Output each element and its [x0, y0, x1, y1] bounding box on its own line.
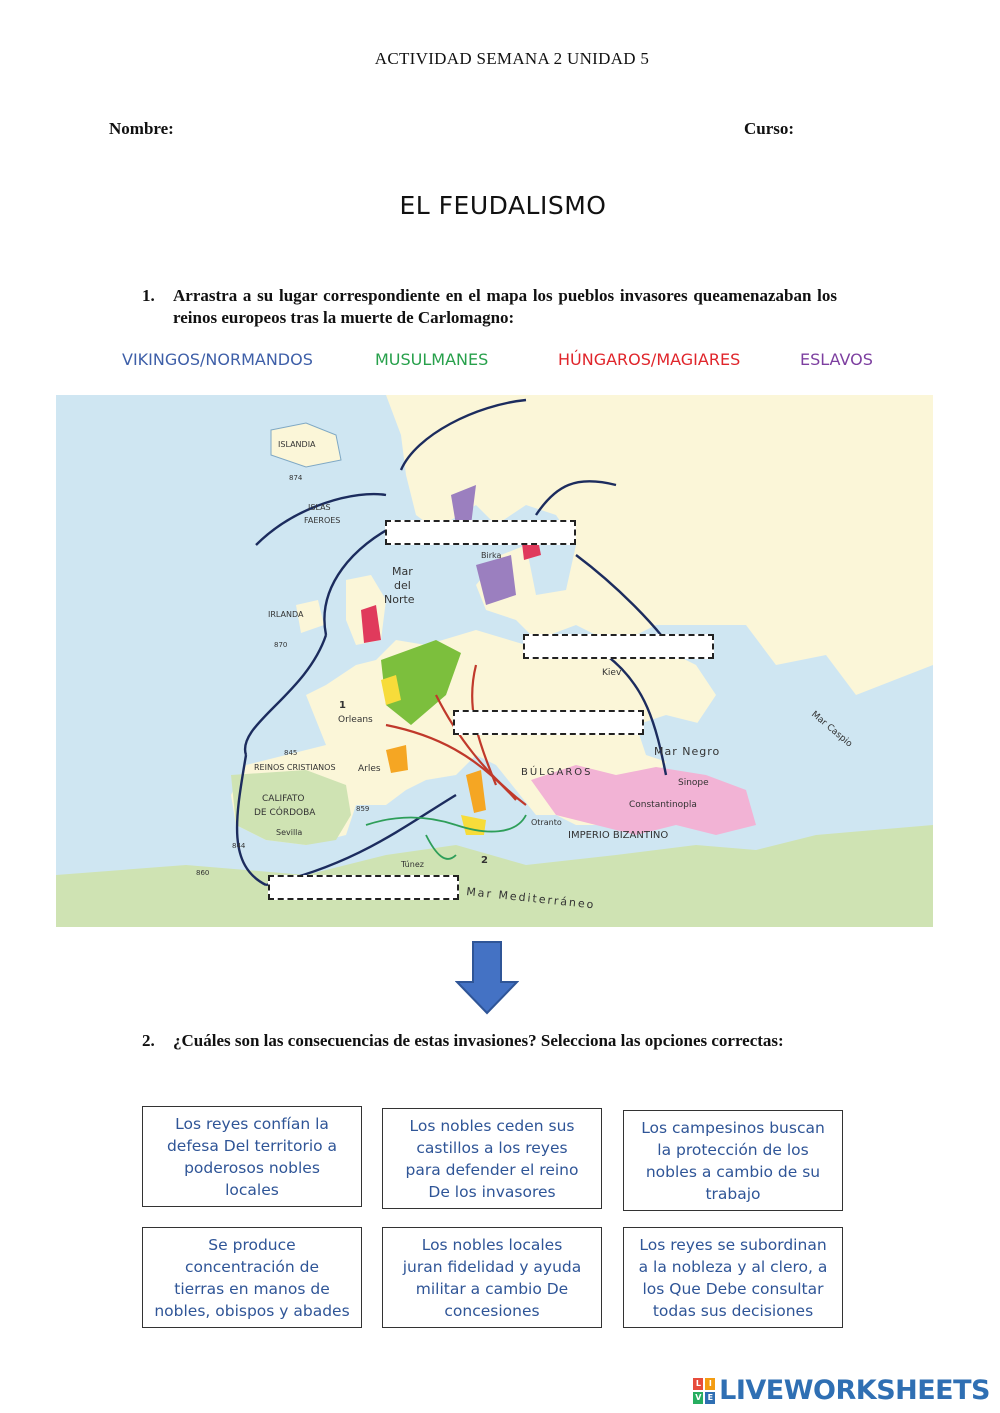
worksheet-header: ACTIVIDAD SEMANA 2 UNIDAD 5	[374, 49, 650, 68]
map-label-mar-mediterraneo: Mar Mediterráneo	[465, 885, 597, 912]
arrow-down-icon	[455, 940, 519, 1015]
page-title: EL FEUDALISMO	[399, 191, 607, 220]
option-5-line: concesiones	[444, 1301, 540, 1320]
map-label-874: 874	[289, 474, 303, 482]
logo-mark-letter: L	[693, 1378, 703, 1390]
option-box-4[interactable]	[142, 1227, 362, 1328]
map-label-mar-negro: Mar Negro	[654, 745, 721, 758]
drag-word-vikingos[interactable]: VIKINGOS/NORMANDOS	[122, 350, 313, 369]
option-1-line: locales	[225, 1180, 279, 1199]
liveworksheets-logo-text: LIVEWORKSHEETS	[719, 1375, 990, 1406]
question-2-number: 2.	[142, 1031, 155, 1050]
map-label-860: 860	[196, 869, 210, 877]
map-label-870: 870	[274, 641, 288, 649]
option-3-line: Los campesinos buscan	[641, 1118, 825, 1137]
option-2-line: De los invasores	[428, 1182, 556, 1201]
map-label-califato: CALIFATO	[262, 794, 305, 804]
invasions-map	[56, 395, 933, 927]
option-5-line: militar a cambio De	[415, 1279, 569, 1298]
map-label-bulgaros: BÚLGAROS	[521, 767, 593, 778]
map-label-imperio-bizantino: IMPERIO BIZANTINO	[568, 830, 669, 841]
question-1-text: Arrastra a su lugar correspondiente en el mapa los pueblos invasores queamenazaban los reinos europeos tras la muerte de Carlomagno:	[173, 286, 837, 327]
map-label-845: 845	[284, 749, 298, 757]
map-label-faeroes: FAEROES	[304, 516, 341, 525]
option-box-2[interactable]	[382, 1108, 602, 1209]
drop-zone-1[interactable]	[385, 520, 576, 545]
map-label-reinos-cristianos: REINOS CRISTIANOS	[254, 763, 336, 772]
europe-map-image	[56, 395, 933, 927]
drag-word-hungaros[interactable]: HÚNGAROS/MAGIARES	[558, 350, 741, 369]
map-label-birka: Birka	[481, 551, 502, 560]
liveworksheets-logo-icon	[693, 1378, 715, 1404]
drop-zone-2[interactable]	[523, 634, 714, 659]
drop-zone-3[interactable]	[453, 710, 644, 735]
map-label-irlanda: IRLANDA	[268, 610, 304, 619]
map-label-del: del	[394, 579, 411, 592]
map-label-2: 2	[481, 855, 488, 866]
option-box-5[interactable]	[382, 1227, 602, 1328]
question-1	[142, 285, 837, 329]
liveworksheets-logo	[693, 1375, 990, 1406]
map-label-cordoba: DE CÓRDOBA	[254, 808, 316, 818]
option-4-line: Se produce	[208, 1235, 296, 1254]
logo-mark-letter: V	[693, 1392, 703, 1404]
map-label-arles: Arles	[358, 764, 381, 774]
option-6-line: Los reyes se subordinan	[639, 1235, 827, 1254]
option-2-line: para defender el reino	[405, 1160, 579, 1179]
map-label-mar-caspio: Mar Caspio	[809, 709, 854, 750]
option-box-1[interactable]	[142, 1106, 362, 1207]
option-6-line: los Que Debe consultar	[642, 1279, 824, 1298]
option-2-line: Los nobles ceden sus	[409, 1116, 575, 1135]
map-label-tunez: Túnez	[401, 860, 424, 869]
option-4-line: concentración de	[184, 1257, 320, 1276]
option-3-line: nobles a cambio de su	[645, 1162, 821, 1181]
option-box-6[interactable]	[623, 1227, 843, 1328]
question-2	[142, 1030, 837, 1052]
map-label-859: 859	[356, 805, 370, 813]
option-6-line: todas sus decisiones	[652, 1301, 814, 1320]
option-4-line: tierras en manos de	[174, 1279, 330, 1298]
drop-zone-4[interactable]	[268, 875, 459, 900]
map-label-844: 844	[232, 842, 246, 850]
map-label-constantinopla: Constantinopla	[629, 800, 697, 810]
option-6-line: a la nobleza y al clero, a	[638, 1257, 828, 1276]
logo-mark-letter: E	[705, 1392, 715, 1404]
drag-word-musulmanes[interactable]: MUSULMANES	[375, 350, 489, 369]
map-label-kiev: Kiev	[602, 668, 622, 678]
question-2-text: ¿Cuáles son las consecuencias de estas invasiones? Selecciona las opciones correctas:	[173, 1031, 784, 1050]
option-box-3[interactable]	[623, 1110, 843, 1211]
map-label-islas: ISLAS	[308, 503, 331, 512]
option-2-line: castillos a los reyes	[416, 1138, 568, 1157]
map-label-1: 1	[339, 700, 346, 711]
option-3-line: trabajo	[705, 1184, 761, 1203]
option-1-line: defesa Del territorio a	[166, 1136, 338, 1155]
question-1-number: 1.	[142, 286, 155, 305]
logo-mark-letter: I	[705, 1378, 715, 1390]
option-4-line: nobles, obispos y abades	[154, 1301, 350, 1320]
option-3-line: la protección de los	[657, 1140, 809, 1159]
drag-word-eslavos[interactable]: ESLAVOS	[800, 350, 873, 369]
map-label-otranto: Otranto	[531, 818, 562, 827]
option-1-line: Los reyes confían la	[175, 1114, 329, 1133]
map-label-islandia: ISLANDIA	[278, 440, 316, 449]
option-5-line: Los nobles locales	[421, 1235, 563, 1254]
option-1-line: poderosos nobles	[184, 1158, 320, 1177]
course-label: Curso:	[744, 119, 795, 138]
option-5-line: juran fidelidad y ayuda	[402, 1257, 582, 1276]
map-label-sinope: Sinope	[678, 778, 709, 788]
map-label-norte: Norte	[384, 593, 415, 606]
name-label: Nombre:	[109, 119, 174, 138]
map-label-orleans: Orleans	[338, 715, 373, 725]
map-label-sevilla: Sevilla	[276, 828, 303, 837]
map-label-mar: Mar	[392, 565, 413, 578]
